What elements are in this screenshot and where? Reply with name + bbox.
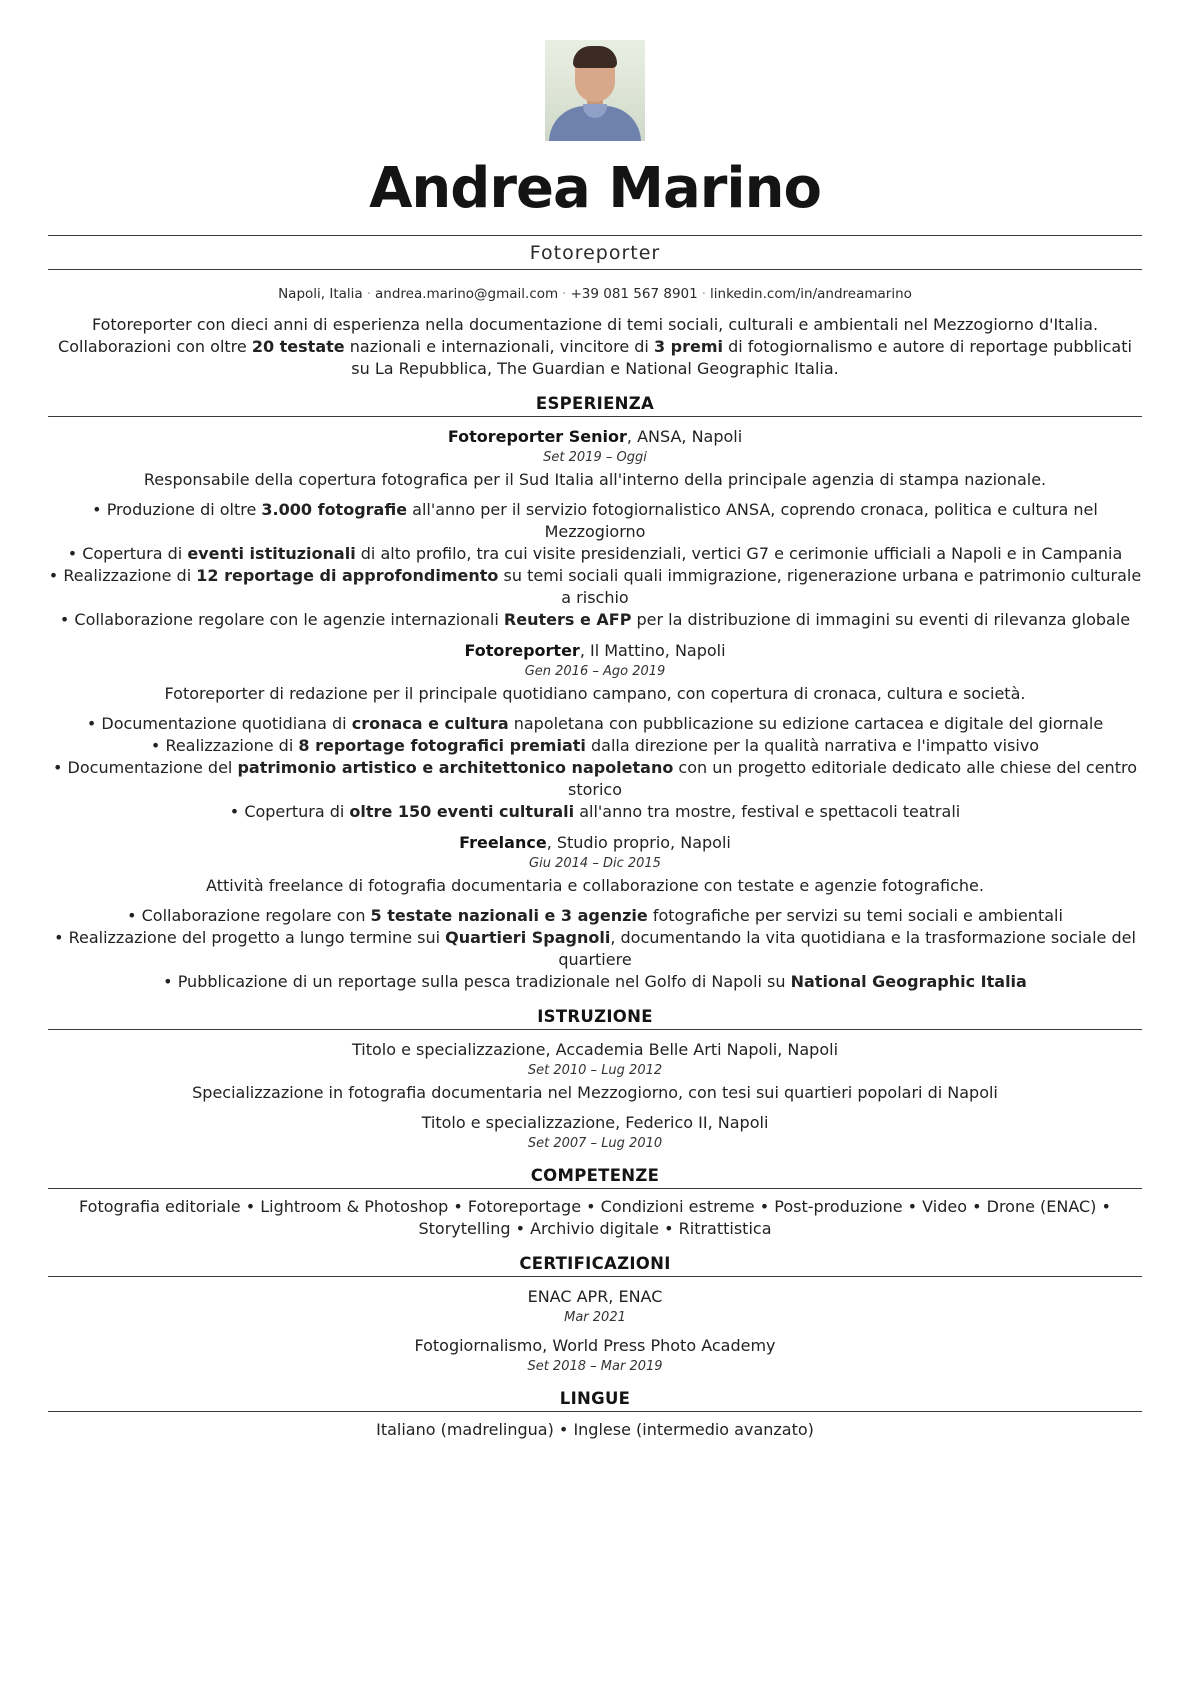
experience-bullet: [48, 927, 1142, 971]
certification-entry: [48, 1286, 1142, 1326]
education-entry: [48, 1112, 1142, 1152]
experience-bullets: [48, 499, 1142, 631]
certifications-list: [48, 1286, 1142, 1375]
bullet-text: Produzione di oltre: [106, 500, 262, 519]
certification-title: Fotogiornalismo, World Press Photo Academy: [414, 1336, 776, 1355]
bullet-bold-text: Quartieri Spagnoli: [445, 928, 611, 947]
experience-bullet: [48, 543, 1142, 565]
summary-text: nazionali e internazionali, vincitore di: [344, 337, 654, 356]
experience-bullet: [48, 713, 1142, 735]
experience-entry: [48, 832, 1142, 993]
experience-organization: , ANSA, Napoli: [626, 427, 743, 446]
section-title-skills: COMPETENZE: [48, 1166, 1142, 1189]
bullet-bold-text: National Geographic Italia: [790, 972, 1027, 991]
contact-separator: ·: [701, 286, 707, 302]
candidate-name: Andrea Marino: [369, 156, 821, 221]
bullet-text: all'anno tra mostre, festival e spettacoli teatrali: [574, 802, 961, 821]
bullet-text: all'anno per il servizio fotogiornalistico ANSA, coprendo cronaca, politica e cultura nel Mezzogiorno: [407, 500, 1098, 541]
experience-role: Freelance: [459, 833, 547, 852]
experience-description: Responsabile della copertura fotografica per il Sud Italia all'interno della principale agenzia di stampa nazionale.: [143, 470, 1047, 489]
profile-photo: [545, 40, 645, 141]
bullet-text: per la distribuzione di immagini su eventi di rilevanza globale: [631, 610, 1131, 629]
bullet-text: dalla direzione per la qualità narrativa e l'impatto visivo: [585, 736, 1040, 755]
experience-bullet: [48, 565, 1142, 609]
experience-bullet: [48, 905, 1142, 927]
bullet-text: Copertura di: [244, 802, 350, 821]
experience-bullets: [48, 905, 1142, 993]
certification-title: ENAC APR, ENAC: [527, 1287, 663, 1306]
experience-heading: [48, 640, 1142, 661]
education-dates: Set 2007 – Lug 2010: [527, 1136, 663, 1151]
experience-role: Fotoreporter Senior: [447, 427, 627, 446]
contact-separator: ·: [366, 286, 371, 302]
experience-list: [48, 426, 1142, 993]
bullet-text: Documentazione quotidiana di: [101, 714, 352, 733]
bullet-text: Documentazione del: [67, 758, 238, 777]
bullet-text: Collaborazione regolare con: [141, 906, 371, 925]
experience-role: Fotoreporter: [464, 641, 580, 660]
summary-text: di fotogiornalismo e autore di reportage pubblicati su La Repubblica, The Guardian e National Geographic Italia.: [351, 337, 1132, 378]
contact-item: +39 081 567 8901: [570, 286, 698, 302]
bullet-text: Realizzazione di: [63, 566, 197, 585]
education-title: Titolo e specializzazione, Federico II, Napoli: [421, 1113, 769, 1132]
bullet-text: Collaborazione regolare con le agenzie internazionali: [74, 610, 504, 629]
contact-separator: ·: [562, 286, 567, 302]
contact-item: Napoli, Italia: [278, 286, 363, 302]
education-description: Specializzazione in fotografia documentaria nel Mezzogiorno, con tesi sui quartieri popolari di Napoli: [192, 1083, 998, 1102]
education-dates: Set 2010 – Lug 2012: [527, 1063, 663, 1078]
contact-line: [48, 286, 1142, 302]
experience-dates: Set 2019 – Oggi: [543, 450, 647, 465]
experience-bullet: [48, 971, 1142, 993]
bullet-bold-text: 12 reportage di approfondimento: [196, 566, 499, 585]
bullet-bold-text: 5 testate nazionali e 3 agenzie: [370, 906, 648, 925]
bullet-text: Pubblicazione di un reportage sulla pesca tradizionale nel Golfo di Napoli su: [177, 972, 791, 991]
job-title: Fotoreporter: [48, 235, 1142, 270]
section-title-education: ISTRUZIONE: [48, 1007, 1142, 1030]
experience-dates: Giu 2014 – Dic 2015: [529, 856, 661, 871]
experience-bullet: [48, 801, 1142, 823]
section-title-certifications: CERTIFICAZIONI: [48, 1254, 1142, 1277]
experience-dates: Gen 2016 – Ago 2019: [524, 664, 666, 679]
bullet-text: con un progetto editoriale dedicato alle chiese del centro storico: [567, 758, 1137, 799]
contact-item: linkedin.com/in/andreamarino: [710, 286, 912, 302]
experience-heading: [48, 426, 1142, 447]
experience-description: Fotoreporter di redazione per il principale quotidiano campano, con copertura di cronaca, cultura e società.: [164, 684, 1026, 703]
certification-dates: Mar 2021: [564, 1310, 626, 1325]
summary-text: Fotoreporter con dieci anni di esperienza nella documentazione di temi sociali, culturali e ambientali nel Mezzogiorno d'Italia. Collaborazioni con oltre: [58, 315, 1099, 356]
bullet-bold-text: Reuters e AFP: [503, 610, 632, 629]
experience-bullet: [48, 757, 1142, 801]
skills-list: Fotografia editoriale • Lightroom & Photoshop • Fotoreportage • Condizioni estreme • Post-produzione • Video • Drone (ENAC) • Storytelling • Archivio digitale • Ritrattistica: [79, 1197, 1111, 1238]
experience-entry: [48, 426, 1142, 631]
experience-entry: [48, 640, 1142, 823]
bullet-text: su temi sociali quali immigrazione, rigenerazione urbana e patrimonio culturale a rischio: [498, 566, 1142, 607]
bullet-bold-text: eventi istituzionali: [187, 544, 356, 563]
bullet-bold-text: oltre 150 eventi culturali: [349, 802, 575, 821]
bullet-bold-text: patrimonio artistico e architettonico napoletano: [237, 758, 674, 777]
languages-list: Italiano (madrelingua) • Inglese (intermedio avanzato): [376, 1420, 814, 1439]
experience-heading: [48, 832, 1142, 853]
bullet-text: fotografiche per servizi su temi sociali e ambientali: [647, 906, 1063, 925]
bullet-bold-text: cronaca e cultura: [351, 714, 509, 733]
education-entry: [48, 1039, 1142, 1103]
certification-dates: Set 2018 – Mar 2019: [527, 1359, 663, 1374]
bullet-text: , documentando la vita quotidiana e la trasformazione sociale del quartiere: [558, 928, 1136, 969]
bullet-text: Realizzazione del progetto a lungo termine sui: [68, 928, 446, 947]
experience-organization: , Studio proprio, Napoli: [546, 833, 731, 852]
summary-bold-text: 20 testate: [251, 337, 345, 356]
experience-description: Attività freelance di fotografia documentaria e collaborazione con testate e agenzie fotografiche.: [206, 876, 984, 895]
certification-entry: [48, 1335, 1142, 1375]
summary-bold-text: 3 premi: [653, 337, 723, 356]
education-title: Titolo e specializzazione, Accademia Belle Arti Napoli, Napoli: [351, 1040, 839, 1059]
experience-bullet: [48, 609, 1142, 631]
bullet-bold-text: 3.000 fotografie: [261, 500, 408, 519]
bullet-bold-text: 8 reportage fotografici premiati: [298, 736, 586, 755]
photo-hair-shape: [573, 46, 617, 68]
bullet-text: Realizzazione di: [165, 736, 299, 755]
contact-item: andrea.marino@gmail.com: [374, 286, 559, 302]
section-title-languages: LINGUE: [48, 1389, 1142, 1412]
bullet-text: di alto profilo, tra cui visite presidenziali, vertici G7 e cerimonie ufficiali a Napoli e in Campania: [355, 544, 1123, 563]
experience-bullet: [48, 735, 1142, 757]
bullet-text: Copertura di: [82, 544, 188, 563]
bullet-text: napoletana con pubblicazione su edizione cartacea e digitale del giornale: [508, 714, 1104, 733]
experience-bullets: [48, 713, 1142, 823]
profile-summary: [48, 314, 1142, 380]
experience-organization: , Il Mattino, Napoli: [579, 641, 726, 660]
experience-bullet: [48, 499, 1142, 543]
education-list: [48, 1039, 1142, 1152]
section-title-experience: ESPERIENZA: [48, 394, 1142, 417]
